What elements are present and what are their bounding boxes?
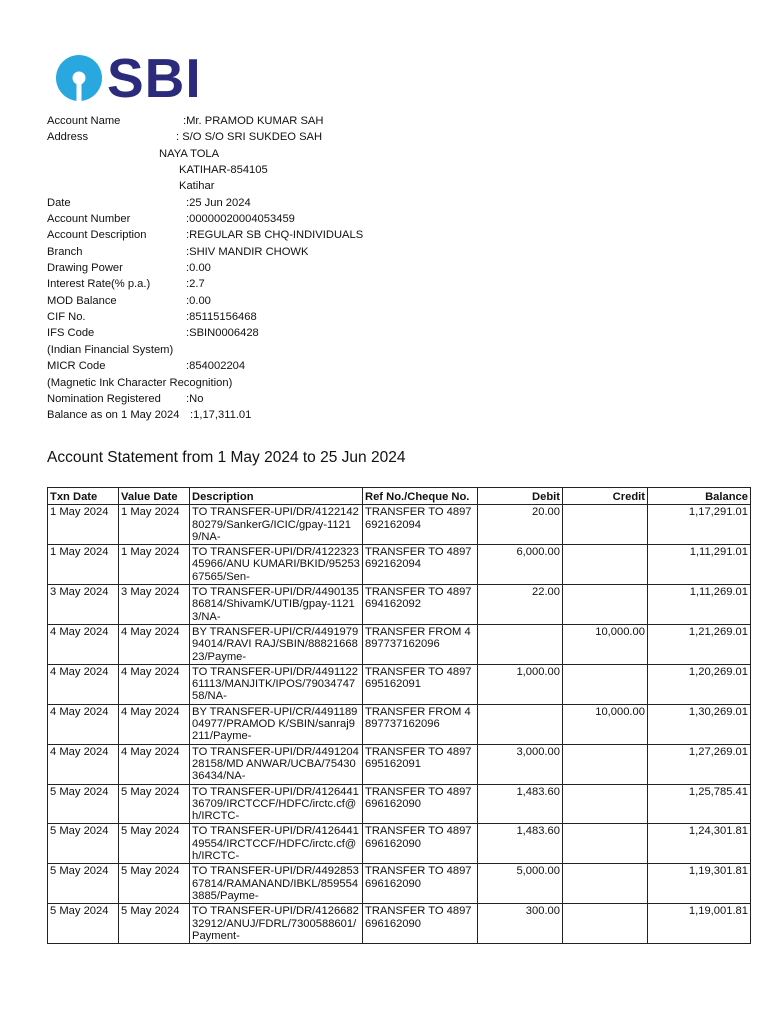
table-row bbox=[48, 784, 751, 824]
table-body bbox=[48, 505, 751, 944]
credit-cell bbox=[563, 824, 648, 864]
account-number-value: :00000020004053459 bbox=[186, 213, 295, 226]
ifs-value: :SBIN0006428 bbox=[186, 327, 259, 340]
ref-no-cell: TRANSFER TO 4897695162091 bbox=[363, 744, 478, 784]
txn-date-cell: 5 May 2024 bbox=[48, 824, 119, 864]
txn-date-cell: 3 May 2024 bbox=[48, 585, 119, 625]
mod-balance-label: MOD Balance bbox=[47, 294, 117, 307]
credit-cell bbox=[563, 664, 648, 704]
balance-cell: 1,19,301.81 bbox=[648, 864, 751, 904]
txn-date-cell: 4 May 2024 bbox=[48, 704, 119, 744]
debit-cell: 300.00 bbox=[478, 904, 563, 944]
balance-cell: 1,27,269.01 bbox=[648, 744, 751, 784]
table-row bbox=[48, 704, 751, 744]
ref-no-cell: TRANSFER TO 4897694162092 bbox=[363, 585, 478, 625]
account-name-value: :Mr. PRAMOD KUMAR SAH bbox=[183, 115, 324, 127]
debit-cell: 1,000.00 bbox=[478, 664, 563, 704]
address-line-4: Katihar bbox=[179, 180, 215, 193]
ref-no-cell: TRANSFER TO 4897696162090 bbox=[363, 784, 478, 824]
micr-value: :854002204 bbox=[186, 360, 246, 373]
credit-cell bbox=[563, 585, 648, 625]
balance-cell: 1,20,269.01 bbox=[648, 664, 751, 704]
txn-date-cell: 4 May 2024 bbox=[48, 664, 119, 704]
interest-rate-value: :2.7 bbox=[186, 278, 205, 291]
credit-cell bbox=[563, 505, 648, 545]
value-date-cell: 3 May 2024 bbox=[119, 585, 190, 625]
address-line-2: NAYA TOLA bbox=[159, 147, 220, 160]
value-date-cell: 4 May 2024 bbox=[119, 704, 190, 744]
ref-no-cell: TRANSFER TO 4897695162091 bbox=[363, 664, 478, 704]
date-label: Date bbox=[47, 196, 71, 209]
description-cell: TO TRANSFER-UPI/DR/412232345966/ANU KUMARI/BKID/9525367565/Sen- bbox=[190, 545, 363, 585]
description-cell: TO TRANSFER-UPI/DR/449013586814/ShivamK/UTIB/gpay-11213/NA- bbox=[190, 585, 363, 625]
micr-note: (Magnetic Ink Character Recognition) bbox=[47, 376, 233, 389]
account-number-label: Account Number bbox=[47, 213, 131, 226]
table-row bbox=[48, 864, 751, 904]
balance-cell: 1,11,269.01 bbox=[648, 585, 751, 625]
balance-cell: 1,21,269.01 bbox=[648, 624, 751, 664]
description-cell: TO TRANSFER-UPI/DR/412214280279/SankerG/ICIC/gpay-11219/NA- bbox=[190, 505, 363, 545]
cif-value: :85115156468 bbox=[186, 311, 257, 324]
ref-no-cell: TRANSFER TO 4897696162090 bbox=[363, 824, 478, 864]
debit-cell bbox=[478, 704, 563, 744]
value-date-cell: 5 May 2024 bbox=[119, 904, 190, 944]
balance-cell: 1,30,269.01 bbox=[648, 704, 751, 744]
txn-date-cell: 1 May 2024 bbox=[48, 505, 119, 545]
micr-label: MICR Code bbox=[47, 360, 106, 373]
address-line-3: KATIHAR-854105 bbox=[179, 164, 268, 177]
table-row bbox=[48, 824, 751, 864]
drawing-power-value: :0.00 bbox=[186, 262, 211, 275]
nomination-value: :No bbox=[186, 392, 204, 405]
balance-cell: 1,24,301.81 bbox=[648, 824, 751, 864]
credit-cell bbox=[563, 904, 648, 944]
debit-cell bbox=[478, 624, 563, 664]
address-line-1: : S/O S/O SRI SUKDEO SAH bbox=[176, 131, 323, 144]
value-date-cell: 4 May 2024 bbox=[119, 744, 190, 784]
col-header-value-date: Value Date bbox=[119, 488, 190, 505]
ifs-label: IFS Code bbox=[47, 327, 95, 340]
table-row bbox=[48, 904, 751, 944]
debit-cell: 22.00 bbox=[478, 585, 563, 625]
table-row bbox=[48, 664, 751, 704]
credit-cell bbox=[563, 864, 648, 904]
value-date-cell: 5 May 2024 bbox=[119, 784, 190, 824]
ref-no-cell: TRANSFER FROM 4897737162096 bbox=[363, 704, 478, 744]
transactions-table bbox=[47, 487, 751, 944]
nomination-label: Nomination Registered bbox=[47, 392, 161, 405]
txn-date-cell: 1 May 2024 bbox=[48, 545, 119, 585]
description-cell: TO TRANSFER-UPI/DR/449120428158/MD ANWAR/UCBA/7543036434/NA- bbox=[190, 744, 363, 784]
value-date-cell: 5 May 2024 bbox=[119, 824, 190, 864]
address-label: Address bbox=[47, 131, 89, 144]
table-row bbox=[48, 545, 751, 585]
debit-cell: 6,000.00 bbox=[478, 545, 563, 585]
date-value: :25 Jun 2024 bbox=[186, 196, 251, 209]
value-date-cell: 4 May 2024 bbox=[119, 664, 190, 704]
description-cell: TO TRANSFER-UPI/DR/449285367814/RAMANAND/IBKL/8595543885/Payme- bbox=[190, 864, 363, 904]
table-row bbox=[48, 624, 751, 664]
col-header-ref-no: Ref No./Cheque No. bbox=[363, 488, 478, 505]
value-date-cell: 5 May 2024 bbox=[119, 864, 190, 904]
col-header-debit: Debit bbox=[478, 488, 563, 505]
ifs-note: (Indian Financial System) bbox=[47, 343, 174, 356]
opening-balance-value: :1,17,311.01 bbox=[190, 409, 252, 422]
debit-cell: 1,483.60 bbox=[478, 824, 563, 864]
credit-cell bbox=[563, 545, 648, 585]
ref-no-cell: TRANSFER TO 4897692162094 bbox=[363, 505, 478, 545]
sbi-keyhole-icon bbox=[55, 54, 103, 102]
branch-label: Branch bbox=[47, 245, 83, 258]
txn-date-cell: 5 May 2024 bbox=[48, 904, 119, 944]
debit-cell: 5,000.00 bbox=[478, 864, 563, 904]
ref-no-cell: TRANSFER TO 4897696162090 bbox=[363, 904, 478, 944]
debit-cell: 3,000.00 bbox=[478, 744, 563, 784]
ref-no-cell: TRANSFER TO 4897696162090 bbox=[363, 864, 478, 904]
description-cell: TO TRANSFER-UPI/DR/412644149554/IRCTCCF/HDFC/irctc.cf@h/IRCTC- bbox=[190, 824, 363, 864]
description-cell: BY TRANSFER-UPI/CR/449197994014/RAVI RAJ/SBIN/8882166823/Payme- bbox=[190, 624, 363, 664]
cif-label: CIF No. bbox=[47, 311, 86, 324]
drawing-power-label: Drawing Power bbox=[47, 262, 123, 275]
credit-cell bbox=[563, 744, 648, 784]
sbi-logo bbox=[55, 47, 202, 109]
col-header-balance: Balance bbox=[648, 488, 751, 505]
table-header-row bbox=[48, 488, 751, 505]
account-description-label: Account Description bbox=[47, 229, 147, 242]
debit-cell: 20.00 bbox=[478, 505, 563, 545]
credit-cell bbox=[563, 784, 648, 824]
description-cell: TO TRANSFER-UPI/DR/449112261113/MANJITK/IPOS/7903474758/NA- bbox=[190, 664, 363, 704]
txn-date-cell: 5 May 2024 bbox=[48, 864, 119, 904]
ref-no-cell: TRANSFER TO 4897692162094 bbox=[363, 545, 478, 585]
account-description-value: :REGULAR SB CHQ-INDIVIDUALS bbox=[186, 229, 364, 242]
balance-cell: 1,19,001.81 bbox=[648, 904, 751, 944]
table-row bbox=[48, 505, 751, 545]
balance-cell: 1,17,291.01 bbox=[648, 505, 751, 545]
bank-name: SBI bbox=[107, 47, 202, 109]
value-date-cell: 1 May 2024 bbox=[119, 505, 190, 545]
opening-balance-label: Balance as on 1 May 2024 bbox=[47, 409, 180, 422]
table-row bbox=[48, 744, 751, 784]
value-date-cell: 4 May 2024 bbox=[119, 624, 190, 664]
ref-no-cell: TRANSFER FROM 4897737162096 bbox=[363, 624, 478, 664]
statement-title: Account Statement from 1 May 2024 to 25 Jun 2024 bbox=[47, 449, 406, 466]
account-name-label: Account Name bbox=[47, 115, 121, 127]
table-row bbox=[48, 585, 751, 625]
value-date-cell: 1 May 2024 bbox=[119, 545, 190, 585]
txn-date-cell: 4 May 2024 bbox=[48, 744, 119, 784]
mod-balance-value: :0.00 bbox=[186, 294, 211, 307]
credit-cell: 10,000.00 bbox=[563, 624, 648, 664]
description-cell: TO TRANSFER-UPI/DR/412668232912/ANUJ/FDRL/7300588601/Payment- bbox=[190, 904, 363, 944]
balance-cell: 1,25,785.41 bbox=[648, 784, 751, 824]
debit-cell: 1,483.60 bbox=[478, 784, 563, 824]
balance-cell: 1,11,291.01 bbox=[648, 545, 751, 585]
credit-cell: 10,000.00 bbox=[563, 704, 648, 744]
txn-date-cell: 4 May 2024 bbox=[48, 624, 119, 664]
col-header-txn-date: Txn Date bbox=[48, 488, 119, 505]
description-cell: TO TRANSFER-UPI/DR/412644136709/IRCTCCF/HDFC/irctc.cf@h/IRCTC- bbox=[190, 784, 363, 824]
col-header-description: Description bbox=[190, 488, 363, 505]
txn-date-cell: 5 May 2024 bbox=[48, 784, 119, 824]
description-cell: BY TRANSFER-UPI/CR/449118904977/PRAMOD K/SBIN/sanraj9211/Payme- bbox=[190, 704, 363, 744]
col-header-credit: Credit bbox=[563, 488, 648, 505]
interest-rate-label: Interest Rate(% p.a.) bbox=[47, 278, 151, 291]
branch-value: :SHIV MANDIR CHOWK bbox=[186, 245, 309, 258]
